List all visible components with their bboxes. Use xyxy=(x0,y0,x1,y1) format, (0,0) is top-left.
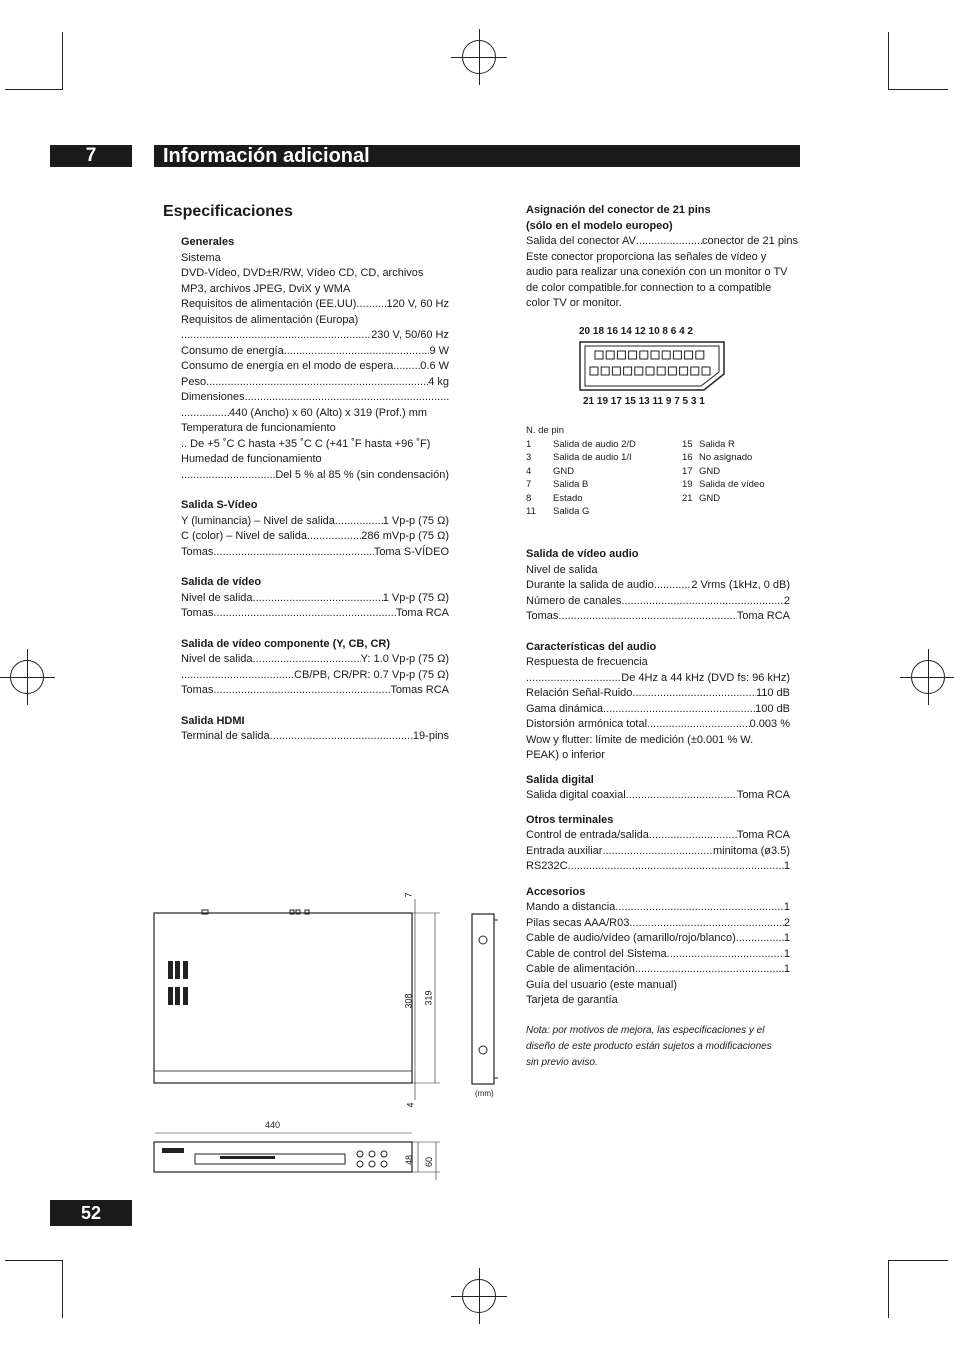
spec-row: Y (luminancia) – Nivel de salida ..... 1 Vp-p (75 Ω) xyxy=(181,514,449,530)
scart-pin xyxy=(680,367,688,375)
dim-label: 440 xyxy=(265,1120,281,1130)
pin-row: 21 GND xyxy=(682,492,721,504)
dim-label: 48 xyxy=(404,1154,415,1166)
spec-row: ..... 230 V, 50/60 Hz xyxy=(181,328,449,344)
scart-pin xyxy=(662,351,670,359)
spec-row: Distorsión armónica total ..... 0.003 % xyxy=(526,717,790,733)
dim-label: 60 xyxy=(424,1156,435,1168)
spec-line: Este conector proporciona las señales de vídeo y xyxy=(526,250,767,263)
scart-pin xyxy=(612,367,620,375)
left-column xyxy=(181,235,449,745)
crop-mark xyxy=(888,1260,889,1318)
spec-row: Tomas ..... Toma RCA xyxy=(526,609,790,625)
scart-pin xyxy=(646,367,654,375)
scart-pin xyxy=(702,367,710,375)
scart-connector-diagram xyxy=(576,340,728,392)
spec-row: Pilas secas AAA/R03 ..... 2 xyxy=(526,916,790,932)
spec-row: Cable de alimentación ..... 1 xyxy=(526,962,790,978)
scart-pin xyxy=(624,367,632,375)
heading-hdmi: Salida HDMI xyxy=(181,714,245,727)
crop-mark xyxy=(62,32,63,90)
pin-row: 16 No asignado xyxy=(682,452,753,463)
spec-line: Wow y flutter: límite de medición (±0.001 % W. xyxy=(526,733,754,746)
scart-pin xyxy=(691,367,699,375)
scart-pin xyxy=(696,351,704,359)
spec-row: Salida digital coaxial ..... Toma RCA xyxy=(526,788,790,804)
section-title: Especificaciones xyxy=(163,203,293,220)
spec-line: color TV or monitor. xyxy=(526,297,622,309)
spec-row: Cable de control del Sistema ..... 1 xyxy=(526,947,790,963)
chapter-divider xyxy=(132,145,154,167)
spec-line: DVD-Vídeo, DVD±R/RW, Vídeo CD, CD, archivos xyxy=(181,267,424,279)
scart-pin xyxy=(635,367,643,375)
spec-line: MP3, archivos JPEG, DviX y WMA xyxy=(181,282,351,295)
crop-mark xyxy=(5,89,63,90)
spec-line: Nivel de salida xyxy=(526,563,598,576)
spec-row: ..... CB/PB, CR/PR: 0.7 Vp-p (75 Ω) xyxy=(181,668,449,684)
pin-row: 7 Salida B xyxy=(526,479,589,490)
pins-bottom-label: 21 19 17 15 13 11 9 7 5 3 1 xyxy=(583,396,705,407)
spec-row: .. De +5 ˚C C hasta +35 ˚C C (+41 ˚F hasta +96 ˚F) xyxy=(181,437,431,450)
pin-row: 11 Salida G xyxy=(526,506,590,517)
pin-row: 4 GND xyxy=(526,465,575,477)
crop-mark xyxy=(888,1260,948,1261)
pin-row: 19 Salida de vídeo xyxy=(682,479,765,490)
pin-row: 1 Salida de audio 2/D xyxy=(526,438,636,450)
page-number: 52 xyxy=(50,1200,132,1226)
crop-mark xyxy=(888,89,948,90)
spec-row: RS232C ..... 1 xyxy=(526,859,790,875)
scart-pin xyxy=(668,367,676,375)
spec-row: Nivel de salida ..... Y: 1.0 Vp-p (75 Ω) xyxy=(181,652,449,668)
scart-pin xyxy=(657,367,665,375)
registration-mark xyxy=(462,40,496,74)
heading-video: Salida de vídeo xyxy=(181,576,262,588)
pin-row: 8 Estado xyxy=(526,492,583,504)
scart-pin xyxy=(640,351,648,359)
spec-row: Peso ..... 4 kg xyxy=(181,375,449,391)
heading-otros: Otros terminales xyxy=(526,813,614,826)
chapter-number: 7 xyxy=(85,145,97,166)
note-line: Nota: por motivos de mejora, las especificaciones y el xyxy=(526,1024,765,1036)
spec-row: Tomas ..... Toma S-VÍDEO xyxy=(181,545,449,561)
spec-row: Terminal de salida ..... 19-pins xyxy=(181,729,449,745)
spec-row: Relación Señal-Ruido ..... 110 dB xyxy=(526,686,790,702)
spec-line: Respuesta de frecuencia xyxy=(526,656,648,668)
scart-pin xyxy=(673,351,681,359)
right-column-top xyxy=(526,203,798,312)
spec-row: Consumo de energía en el modo de espera ..... 0.6 W xyxy=(181,359,449,375)
pin-table xyxy=(526,424,796,519)
spec-row: ..... Del 5 % al 85 % (sin condensación) xyxy=(181,468,449,484)
heading-scart: Asignación del conector de 21 pins xyxy=(526,204,711,216)
spec-line: Guía del usuario (este manual) xyxy=(526,978,678,991)
spec-line: Sistema xyxy=(181,251,221,264)
spec-row: Entrada auxiliar ..... minitoma (ø3.5) xyxy=(526,844,790,860)
registration-mark xyxy=(462,1279,496,1313)
spec-row: Consumo de energía ..... 9 W xyxy=(181,344,449,360)
heading-generales: Generales xyxy=(181,236,235,248)
pin-header: N. de pin xyxy=(526,425,565,436)
pins-top-label: 20 18 16 14 12 10 8 6 4 2 xyxy=(579,326,693,337)
spec-line: Requisitos de alimentación (Europa) xyxy=(181,313,359,326)
scart-pin xyxy=(629,351,637,359)
crop-mark xyxy=(5,1260,63,1261)
spec-line: de color compatible.for connection to a compatible xyxy=(526,281,772,294)
dim-label: 7 xyxy=(403,892,414,898)
scart-pin xyxy=(601,367,609,375)
spec-line: Temperatura de funcionamiento xyxy=(181,422,336,434)
note-line: sin previo aviso. xyxy=(526,1056,598,1068)
registration-mark xyxy=(911,660,945,694)
spec-row: Requisitos de alimentación (EE.UU) ..... 120 V, 60 Hz xyxy=(181,297,449,313)
heading-component: Salida de vídeo componente (Y, CB, CR) xyxy=(181,637,391,650)
heading-audio-char: Características del audio xyxy=(526,640,657,653)
crop-mark xyxy=(62,1260,63,1318)
pin-row: 3 Salida de audio 1/I xyxy=(526,452,632,463)
heading-audio-out: Salida de vídeo audio xyxy=(526,548,639,560)
spec-line: PEAK) o inferior xyxy=(526,749,605,761)
spec-row: Tomas ..... Toma RCA xyxy=(181,606,449,622)
scart-pin xyxy=(617,351,625,359)
spec-row: Tomas ..... Tomas RCA xyxy=(181,683,449,699)
chapter-title: Información adicional xyxy=(163,145,370,167)
spec-row: C (color) – Nivel de salida ..... 286 mVp-p (75 Ω) xyxy=(181,529,449,545)
scart-pin xyxy=(685,351,693,359)
right-column-bottom xyxy=(526,547,790,1071)
spec-row: Número de canales ..... 2 xyxy=(526,594,790,610)
heading-scart-sub: (sólo en el modelo europeo) xyxy=(526,219,673,232)
spec-row: Cable de audio/vídeo (amarillo/rojo/blanco) ..... 1 xyxy=(526,931,790,947)
spec-row: Gama dinámica ..... 100 dB xyxy=(526,702,790,718)
spec-row: Salida del conector AV ..... conector de 21 pins xyxy=(526,234,798,250)
registration-mark xyxy=(10,660,44,694)
side-view-drawing xyxy=(470,910,500,1090)
dim-label: 4 xyxy=(405,1102,416,1108)
scart-pin xyxy=(595,351,603,359)
scart-pin xyxy=(606,351,614,359)
heading-digital: Salida digital xyxy=(526,773,594,786)
scart-pin xyxy=(651,351,659,359)
spec-line: Tarjeta de garantía xyxy=(526,994,618,1006)
spec-row: ..... 440 (Ancho) x 60 (Alto) x 319 (Prof.) mm xyxy=(181,406,449,422)
spec-row: Control de entrada/salida ..... Toma RCA xyxy=(526,828,790,844)
spec-row: Nivel de salida ..... 1 Vp-p (75 Ω) xyxy=(181,591,449,607)
note-line: diseño de este producto están sujetos a modificaciones xyxy=(526,1040,772,1052)
pin-row: 15 Salida R xyxy=(682,438,735,450)
heading-svideo: Salida S-Vídeo xyxy=(181,499,258,511)
spec-row: ..... De 4Hz a 44 kHz (DVD fs: 96 kHz) xyxy=(526,671,790,687)
spec-line: audio para realizar una conexión con un monitor o TV xyxy=(526,266,788,278)
dim-label: 308 xyxy=(403,993,414,1009)
spec-row: Mando a distancia ..... 1 xyxy=(526,900,790,916)
scart-pin xyxy=(590,367,598,375)
crop-mark xyxy=(888,32,889,90)
dim-label: 319 xyxy=(423,990,434,1006)
heading-accesorios: Accesorios xyxy=(526,885,586,898)
spec-row: Dimensiones ..... xyxy=(181,390,449,406)
pin-row: 17 GND xyxy=(682,465,721,477)
spec-line: Humedad de funcionamiento xyxy=(181,453,322,465)
spec-row: Durante la salida de audio ..... 2 Vrms (1kHz, 0 dB) xyxy=(526,578,790,594)
unit-label: (mm) xyxy=(475,1089,494,1098)
